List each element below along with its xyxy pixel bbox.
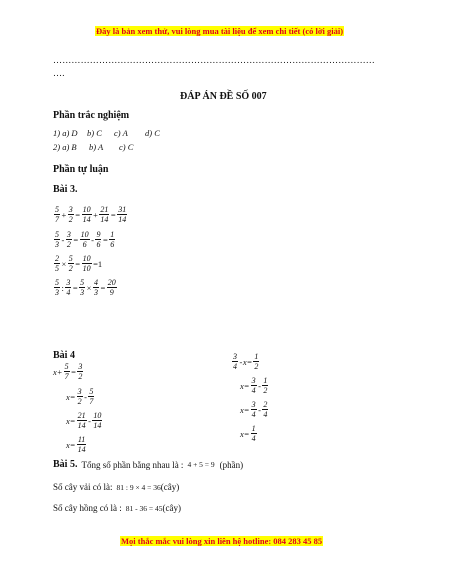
bai3-heading: Bài 3. bbox=[53, 184, 78, 195]
bai5-heading: Bài 5. bbox=[53, 459, 78, 470]
bai4a-step-2: x = $\frac{3}{2}$ - $\frac{5}{7}$ bbox=[66, 387, 94, 406]
bai3-formula-3: $\frac{2}{5}$ × $\frac{5}{2}$ = $\frac{10}{10}$ =1 bbox=[55, 254, 103, 273]
bai4b-step-2: x = $\frac{3}{4}$ - $\frac{1}{2}$ bbox=[240, 376, 268, 395]
bai3-formula-1: $\frac{5}{7}$ + $\frac{3}{2}$ = $\frac{10}{14}$ + $\frac{21}{14}$ = $\frac{31}{14}$ bbox=[55, 205, 127, 224]
mc-answer-1d: d) C bbox=[145, 128, 160, 138]
bai3-formula-4: $\frac{5}{3}$ : $\frac{3}{4}$ = $\frac{5}{3}$ × $\frac{4}{3}$ = $\frac{20}{9}$ bbox=[55, 278, 116, 297]
mc-heading: Phần trắc nghiệm bbox=[53, 110, 130, 121]
mc-answer-2c: c) C bbox=[119, 142, 134, 152]
bai4-heading: Bài 4 bbox=[53, 350, 75, 361]
bai5-line1-expr: 4 + 5 = 9 bbox=[187, 460, 215, 469]
mc-answer-1a: 1) a) D bbox=[53, 128, 78, 138]
bai5-line2-unit: (cây) bbox=[160, 482, 180, 492]
bai4b-result: x = $\frac{1}{4}$ bbox=[240, 424, 256, 443]
bai5-line-3 bbox=[53, 503, 181, 513]
bai5-line3-text: Số cây hồng có là : bbox=[53, 503, 122, 513]
essay-heading: Phần tự luận bbox=[53, 164, 109, 175]
mc-answer-2b: b) A bbox=[89, 142, 104, 152]
bai5-line1-text: Tổng số phần bằng nhau là : bbox=[81, 459, 184, 470]
preview-banner: Đây là bản xem thử, vui lòng mua tài liệu để xem chi tiết (có lời giải) bbox=[96, 26, 344, 36]
bai4a-step-1: x + $\frac{5}{7}$ = $\frac{3}{2}$ bbox=[53, 362, 83, 381]
bai4a-step-3: x = $\frac{21}{14}$ - $\frac{10}{14}$ bbox=[66, 411, 102, 430]
bai5-line3-expr: 81 - 36 = 45 bbox=[125, 503, 163, 513]
bai4b-step-1: $\frac{3}{4}$ - x = $\frac{1}{2}$ bbox=[233, 352, 259, 371]
dotted-line: …………………………………………………………………………………………… bbox=[53, 55, 375, 65]
bai4a-result: x = $\frac{11}{14}$ bbox=[66, 435, 86, 454]
bai5-line-2 bbox=[53, 482, 179, 492]
bai5-line-1 bbox=[53, 459, 243, 470]
bai5-line2-text: Số cây vải có là: bbox=[53, 482, 113, 492]
bai5-line1-unit: (phần) bbox=[219, 459, 244, 470]
mc-answer-1b: b) C bbox=[87, 128, 102, 138]
bai3-formula-2: $\frac{5}{3}$ - $\frac{3}{2}$ = $\frac{10}{6}$ - $\frac{9}{6}$ = $\frac{1}{6}$ bbox=[55, 230, 115, 249]
mc-answer-2a: 2) a) B bbox=[53, 142, 77, 152]
bai4b-step-3: x = $\frac{3}{4}$ - $\frac{2}{4}$ bbox=[240, 400, 268, 419]
bai5-line2-expr: 81 : 9 × 4 = 36 bbox=[116, 482, 161, 492]
page-title: ĐÁP ÁN ĐỀ SỐ 007 bbox=[180, 91, 267, 102]
dotted-line-tail: …. bbox=[53, 68, 65, 78]
hotline-banner: Mọi thắc mắc vui lòng xin liên hệ hotline: 084 283 45 85 bbox=[121, 536, 323, 546]
mc-answer-1c: c) A bbox=[114, 128, 128, 138]
bai5-line3-unit: (cây) bbox=[162, 503, 181, 513]
